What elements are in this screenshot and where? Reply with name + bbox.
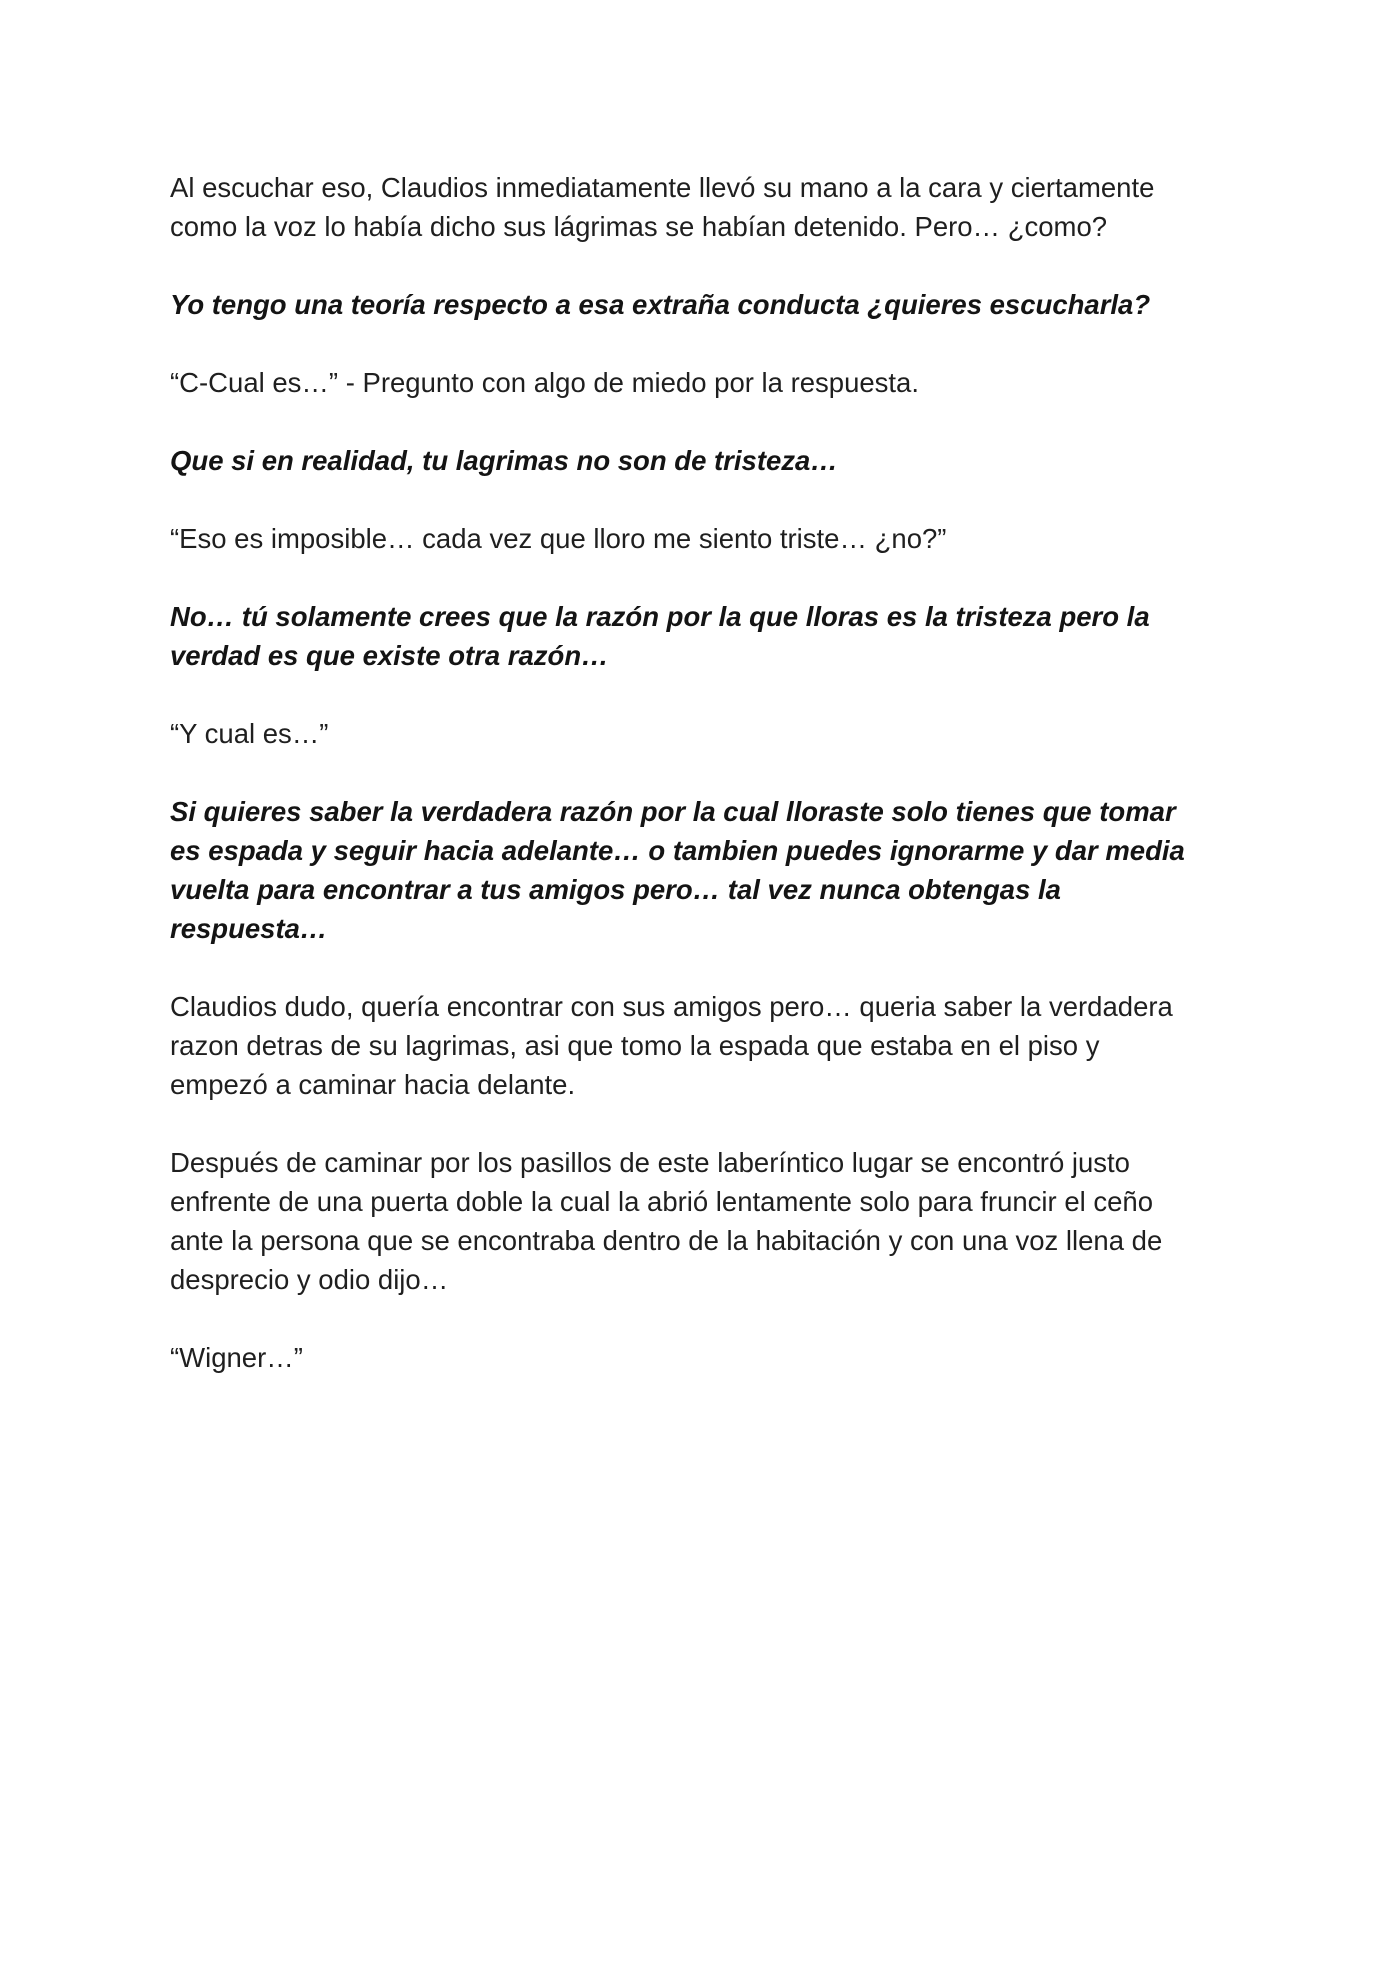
paragraph-dialogue-3: “Y cual es…” [170, 718, 329, 749]
paragraph-voice-4: Si quieres saber la verdadera razón por la cual lloraste solo tienes que tomar es espada y seguir hacia adelante… o tambien puedes ignorarme y dar media vuelta para encontrar a tus amigos pero… tal vez nunca obtengas la respuesta… [170, 796, 1185, 944]
paragraph-dialogue-2: “Eso es imposible… cada vez que lloro me siento triste… ¿no?” [170, 523, 947, 554]
paragraph-voice-1: Yo tengo una teoría respecto a esa extraña conducta ¿quieres escucharla? [170, 289, 1151, 320]
paragraph-narration-2: Claudios dudo, quería encontrar con sus amigos pero… queria saber la verdadera razon detras de su lagrimas, asi que tomo la espada que estaba en el piso y empezó a caminar hacia delante. [170, 991, 1173, 1100]
paragraph-voice-2: Que si en realidad, tu lagrimas no son de tristeza… [170, 445, 838, 476]
paragraph-voice-3: No… tú solamente crees que la razón por la que lloras es la tristeza pero la verdad es que existe otra razón… [170, 601, 1150, 671]
paragraph-dialogue-4: “Wigner…” [170, 1342, 303, 1373]
paragraph-dialogue-1: “C-Cual es…” - Pregunto con algo de miedo por la respuesta. [170, 367, 919, 398]
paragraph-narration-1: Al escuchar eso, Claudios inmediatamente llevó su mano a la cara y ciertamente como la voz lo había dicho sus lágrimas se habían detenido. Pero… ¿como? [170, 172, 1155, 242]
paragraph-narration-3: Después de caminar por los pasillos de este laberíntico lugar se encontró justo enfrente de una puerta doble la cual la abrió lentamente solo para fruncir el ceño ante la persona que se encontraba dentro de la habitación y con una voz llena de desprecio y odio dijo… [170, 1147, 1163, 1295]
